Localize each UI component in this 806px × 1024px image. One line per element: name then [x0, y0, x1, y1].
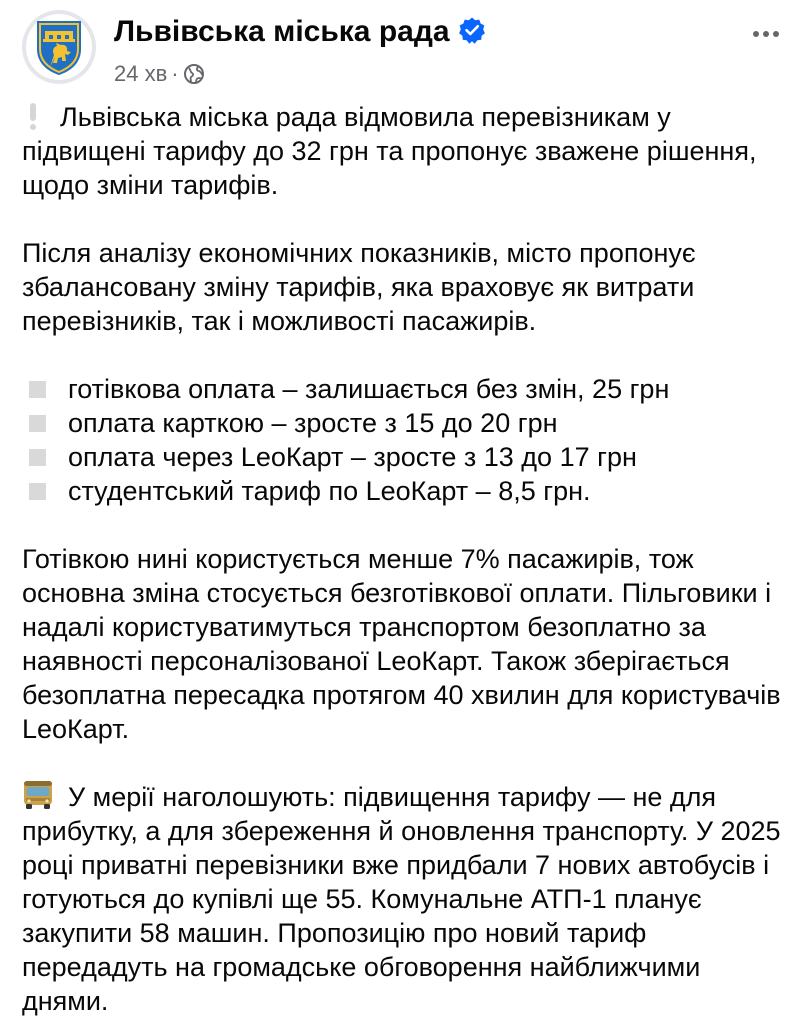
- bus-icon: [22, 780, 54, 810]
- list-item: [22, 474, 784, 508]
- lviv-crest-icon: [31, 17, 87, 77]
- avatar-ring: [26, 14, 92, 80]
- paragraph-spacer: [22, 338, 784, 372]
- post-analysis: Після аналізу економічних показників, місто пропонує збалансовану зміну тарифів, яка враховує як витрати перевізників, так і можливості пасажирів.: [22, 238, 696, 336]
- author-name-text[interactable]: Львівська міська рада: [114, 15, 450, 48]
- author-name[interactable]: [114, 14, 486, 50]
- square-icon: [29, 449, 46, 466]
- exclamation-icon: [28, 103, 38, 129]
- paragraph-spacer: [22, 746, 784, 780]
- tariff-item-leocard: оплата через LeoКарт – зросте з 13 до 17 грн: [68, 442, 637, 472]
- post-meta: [114, 60, 205, 88]
- more-dot-icon: [773, 31, 779, 37]
- post-mayor-statement-text: У мерії наголошують: підвищення тарифу — не для прибутку, а для збереження й оновлення транспорту. У 2025 році приватні перевізники вже придбали 7 нових автобусів і готуються до купівлі ще 55. Комунальне АТП-1 планує закупити 58 машин. Пропозицію про новий тариф передадуть на громадське обговорення найближчими днями.: [22, 782, 781, 1016]
- post-mayor-statement: [22, 780, 784, 1018]
- tariff-item-card: оплата карткою – зросте з 15 до 20 грн: [68, 408, 558, 438]
- paragraph-spacer: [22, 202, 784, 236]
- post-header: [22, 10, 784, 86]
- post-intro: [22, 100, 784, 202]
- tariff-item-cash: готівкова оплата – залишається без змін, 25 грн: [68, 374, 670, 404]
- post-cash-info: Готівкою нині користується менше 7% пасажирів, тож основна зміна стосується безготівкової оплати. Пільговики і надалі користуватимуться транспортом безоплатно за наявності персоналізованої LeoКарт. Також зберігається безоплатна пересадка протягом 40 хвилин для користувачів LeoКарт.: [22, 544, 781, 744]
- avatar[interactable]: [22, 10, 96, 84]
- paragraph-spacer: [22, 508, 784, 542]
- square-icon: [29, 415, 46, 432]
- verified-badge-icon: [458, 16, 486, 44]
- list-item: [22, 372, 784, 406]
- post-body: [22, 100, 784, 1018]
- more-dot-icon: [763, 31, 769, 37]
- post-intro-text: Львівська міська рада відмовила перевізникам у підвищені тарифу до 32 грн та пропонує зважене рішення, щодо зміни тарифів.: [22, 102, 757, 200]
- list-item: [22, 406, 784, 440]
- more-dot-icon: [753, 31, 759, 37]
- tariff-list: [22, 372, 784, 508]
- tariff-item-student: студентський тариф по LeoКарт – 8,5 грн.: [68, 476, 591, 506]
- more-options-button[interactable]: [748, 16, 784, 52]
- square-icon: [29, 381, 46, 398]
- list-item: [22, 440, 784, 474]
- post-timestamp[interactable]: 24 хв: [114, 61, 168, 86]
- meta-separator: ·: [171, 61, 179, 86]
- square-icon: [29, 483, 46, 500]
- globe-icon[interactable]: [183, 63, 205, 85]
